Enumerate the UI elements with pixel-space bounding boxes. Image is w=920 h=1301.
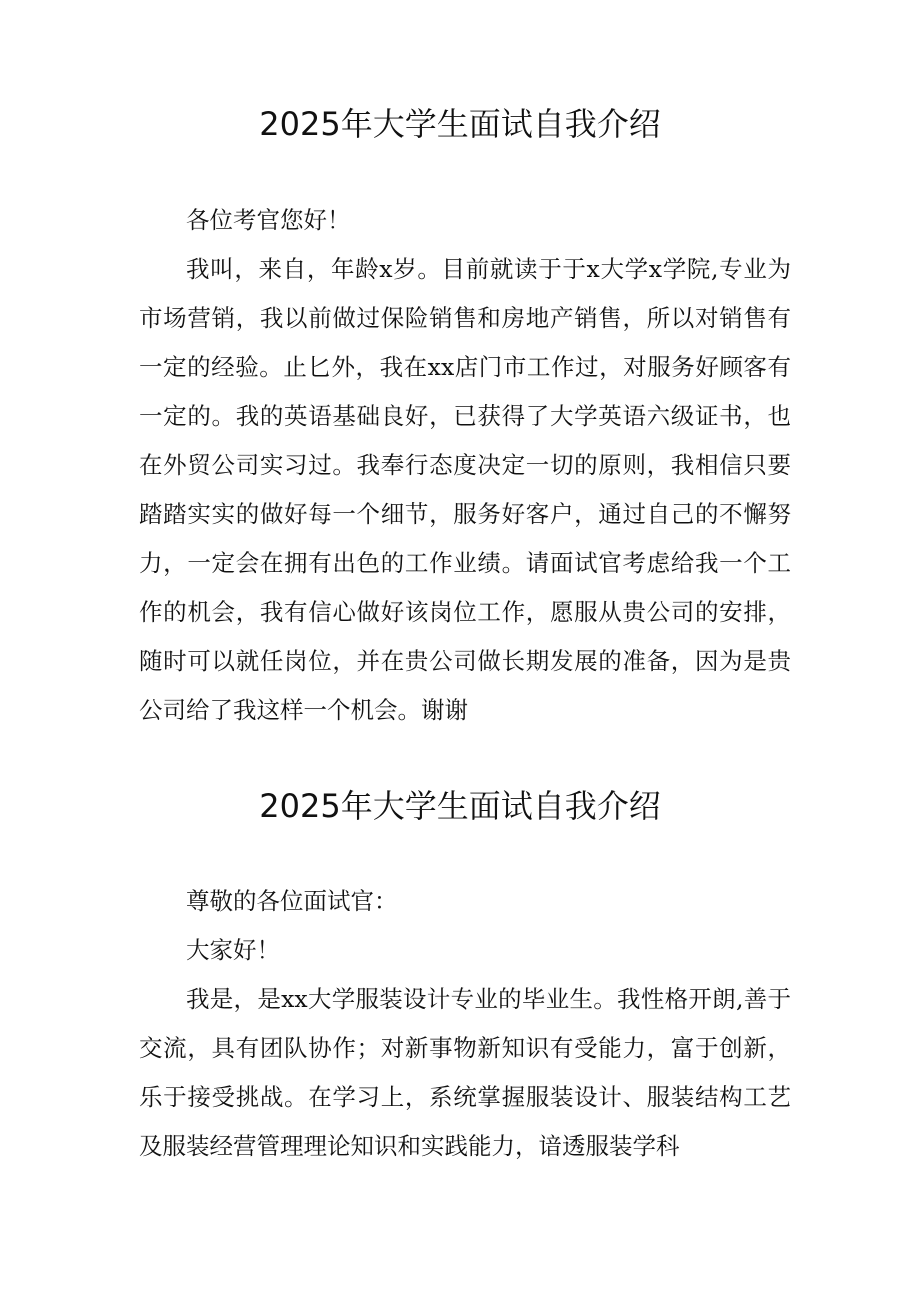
section-1-title: 2025年大学生面试自我介绍	[259, 105, 661, 143]
section-2-paragraph: 我是，是xx大学服装设计专业的毕业生。我性格开朗,善于交流，具有团队协作；对新事物新知识有受能力，富于创新，乐于接受挑战。在学习上，系统掌握服装设计、服装结构工艺及服装经营管理理论知识和实践能力，谙透服装学科	[139, 985, 791, 1160]
section-2-body	[139, 877, 791, 1171]
section-1-paragraph: 我叫，来自，年龄x岁。目前就读于于x大学x学院,专业为市场营销，我以前做过保险销售和房地产销售，所以对销售有一定的经验。止匕外，我在xx店门市工作过，对服务好顾客有一定的。我的英语基础良好，已获得了大学英语六级证书，也在外贸公司实习过。我奉行态度决定一切的原则，我相信只要踏踏实实的做好每一个细节，服务好客户，通过自己的不懈努力，一定会在拥有出色的工作业绩。请面试官考虑给我一个工作的机会，我有信心做好该岗位工作，愿服从贵公司的安排，随时可以就任岗位，并在贵公司做长期发展的准备，因为是贵公司给了我这样一个机会。谢谢	[139, 255, 791, 724]
section-1-greeting: 各位考官您好！	[186, 206, 351, 234]
section-1-body	[139, 196, 791, 735]
section-2-title: 2025年大学生面试自我介绍	[259, 787, 661, 825]
section-2-salutation: 尊敬的各位面试官：	[186, 887, 398, 915]
section-2-greeting: 大家好！	[186, 936, 280, 964]
